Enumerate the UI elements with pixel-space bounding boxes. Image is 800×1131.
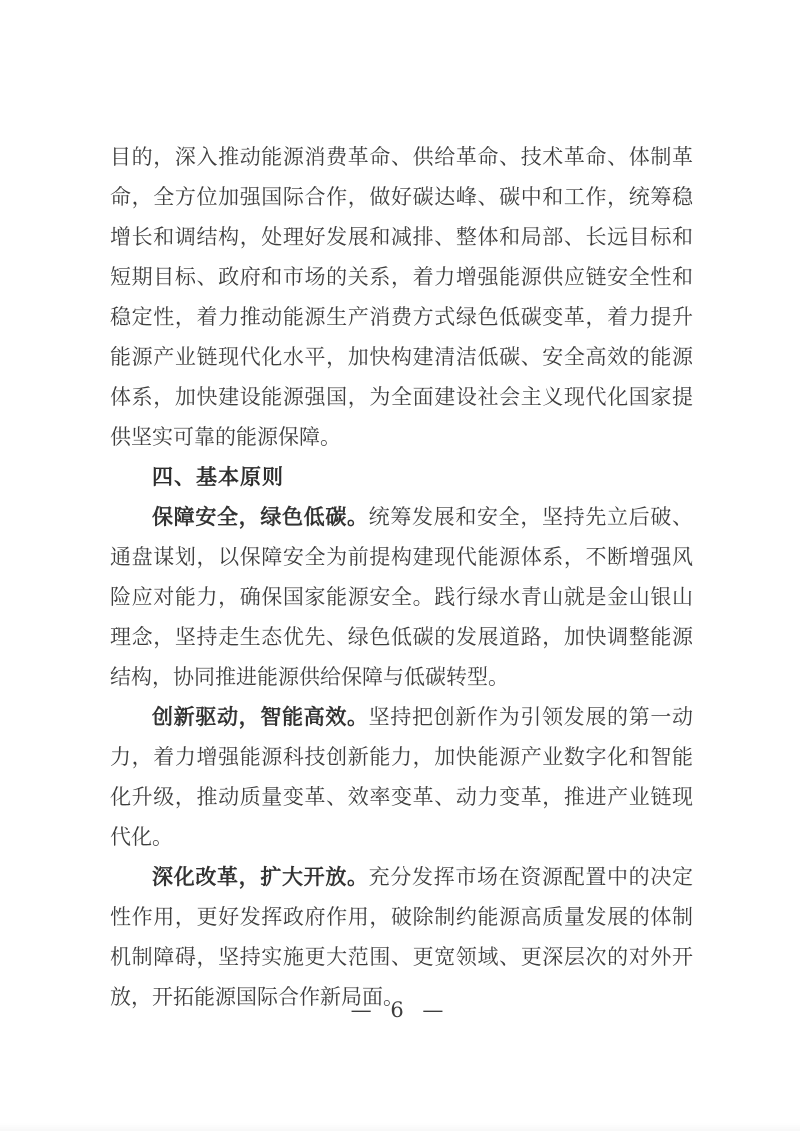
principle-text: 充分发挥市场在资源配置中的决定性作用，更好发挥政府作用，破除制约能源高质量发展的体制机制障碍，坚持实施更大范围、更宽领域、更深层次的对外开放，开拓能源国际合作新局面。 bbox=[110, 865, 694, 1009]
principle-lead: 创新驱动，智能高效。 bbox=[152, 704, 369, 729]
principle-text: 统筹发展和安全，坚持先立后破、通盘谋划，以保障安全为前提构建现代能源体系，不断增强风险应对能力，确保国家能源安全。践行绿水青山就是金山银山理念，坚持走生态优先、绿色低碳的发展道路，加快调整能源结构，协同推进能源供给保障与低碳转型。 bbox=[110, 505, 694, 689]
scan-edge-artifact bbox=[0, 1123, 800, 1131]
principle-lead: 保障安全，绿色低碳。 bbox=[152, 504, 369, 529]
principle-lead: 深化改革，扩大开放。 bbox=[152, 864, 369, 889]
section-heading: 四、基本原则 bbox=[152, 465, 284, 489]
text-column bbox=[110, 137, 693, 1017]
continuation-paragraph-text: 目的，深入推动能源消费革命、供给革命、技术革命、体制革命，全方位加强国际合作，做好碳达峰、碳中和工作，统筹稳增长和调结构，处理好发展和减排、整体和局部、长远目标和短期目标、政府和市场的关系，着力增强能源供应链安全性和稳定性，着力推动能源生产消费方式绿色低碳变革，着力提升能源产业链现代化水平，加快构建清洁低碳、安全高效的能源体系，加快建设能源强国，为全面建设社会主义现代化国家提供坚实可靠的能源保障。 bbox=[110, 145, 693, 449]
principle-paragraph bbox=[110, 497, 693, 697]
principle-paragraph bbox=[110, 697, 693, 857]
principle-text: 坚持把创新作为引领发展的第一动力，着力增强能源科技创新能力，加快能源产业数字化和智能化升级，推动质量变革、效率变革、动力变革，推进产业链现代化。 bbox=[110, 705, 694, 849]
page-number: — 6 — bbox=[350, 998, 450, 1022]
continuation-paragraph bbox=[110, 137, 693, 457]
principle-paragraph bbox=[110, 857, 693, 1017]
